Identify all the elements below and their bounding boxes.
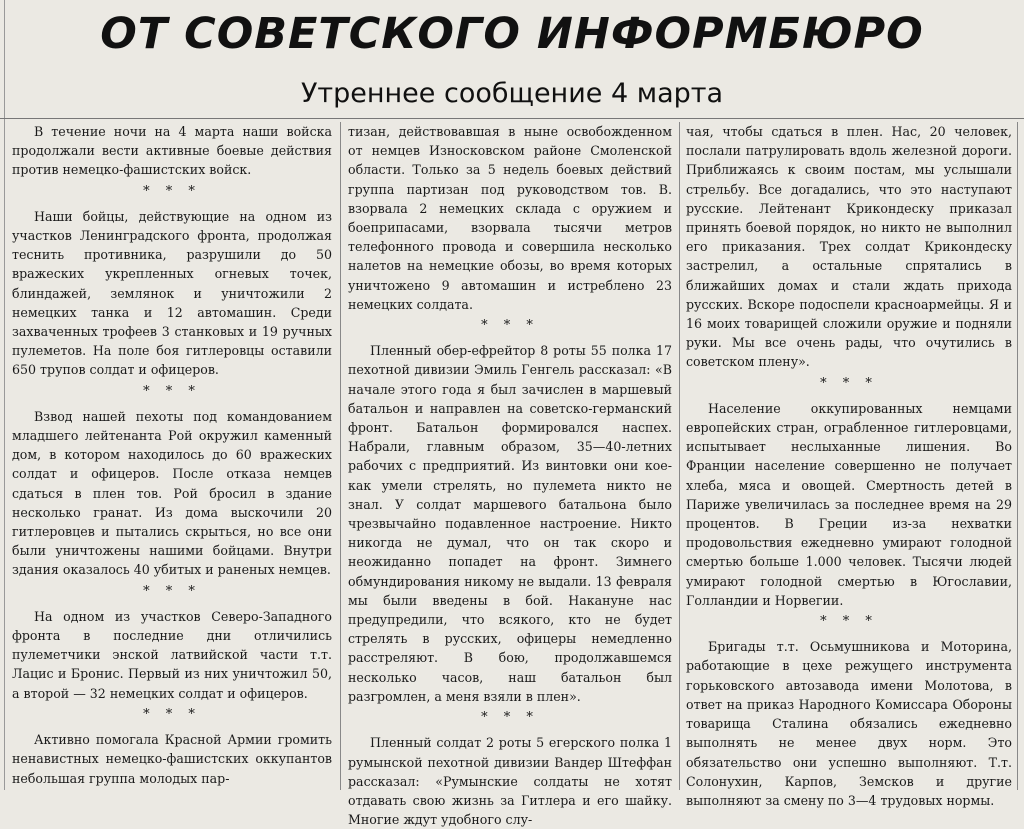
masthead-title: ОТ СОВЕТСКОГО ИНФОРМБЮРО (100, 9, 924, 59)
section-separator: * * * (820, 375, 878, 391)
article-paragraph: Взвод нашей пехоты под командованием младшего лейтенанта Рой окружил каменный дом, в котором находилось до 60 вражеских солдат и офицеров. После отказа немцев сдаться в плен тов. Рой бросил в здание несколько гранат. Из дома выскочили 20 гитлеровцев и пытались скрыться, но все они были уничтожены нашими бойцами. Внутри здания оказалось 40 убитых и раненых немцев. (12, 408, 332, 578)
article-paragraph-continued: чая, чтобы сдаться в плен. Нас, 20 человек, послали патрулировать вдоль железной дороги. Приближаясь к своим постам, мы услышали стрельбу. Все догадались, что это наступают русские. Лейтенант Крикондеску приказал принять боевой порядок, но никто не выполнил его приказания. Трех солдат Крикондеску застрелил, а остальные спрятались в ближайших домах и стали ждать прихода русских. Вскоре подоспели красноармейцы. Я и 16 моих товарищей сложили оружие и подняли руки. Мы все очень рады, что очутились в советском плену». (686, 124, 1012, 370)
article-paragraph-continued: тизан, действовавшая в ныне освобожденном от немцев Износковском районе Смоленской области. Только за 5 недель боевых действий группа партизан под руководством тов. В. взорвала 2 немецких склада с оружием и боеприпасами, взорвала тысячи метров телефонного провода и совершила несколько налетов на немецкие обозы, во время которых уничтожено 9 автомашин и истреблено 23 немецких солдата. (348, 124, 672, 312)
section-separator: * * * (143, 383, 201, 399)
column-divider (1017, 122, 1018, 790)
article-paragraph: Пленный солдат 2 роты 5 егерского полка 1 румынской пехотной дивизии Вандер Штеффан рассказал: «Румынские солдаты не хотят отдавать свою жизнь за Гитлера и его шайку. Многие ждут удобного слу- (348, 735, 672, 828)
article-paragraph: Бригады т.т. Осьмушникова и Моторина, работающие в цехе режущего инструмента горьковского автозавода имени Молотова, в ответ на приказ Народного Комиссара Обороны товарища Сталина обязались ежедневно выполнять не менее двух норм. Это обязательство они успешно выполняют. Т.т. Солонухин, Карпов, Земсков и другие выполняют за смену по 3—4 трудовых нормы. (686, 639, 1012, 808)
column-divider (679, 122, 680, 790)
article-paragraph: Наши бойцы, действующие на одном из участков Ленинградского фронта, продолжая теснить противника, разрушили до 50 вражеских укрепленных огневых точек, блиндажей, землянок и уничтожили 2 немецких танка и 12 автомашин. Среди захваченных трофеев 3 станковых и 19 ручных пулеметов. На поле боя гитлеровцы оставили 650 трупов солдат и офицеров. (12, 208, 332, 378)
article-paragraph: Население оккупированных немцами европейских стран, ограбленное гитлеровцами, испытывает неслыханные лишения. Во Франции население совершенно не получает хлеба, мяса и овощей. Смертность детей в Париже увеличилась за последнее время на 29 процентов. В Греции из-за нехватки продовольствия ежедневно умирают голодной смертью больше 1.000 человек. Тысячи людей умирают голодной смертью в Югославии, Голландии и Норвегии. (686, 400, 1012, 608)
section-separator: * * * (481, 710, 539, 726)
bulletin-subtitle: Утреннее сообщение 4 марта (300, 78, 724, 109)
article-column-3 (686, 122, 1012, 808)
column-divider (340, 122, 341, 790)
article-paragraph: В течение ночи на 4 марта наши войска продолжали вести активные боевые действия против немецко-фашистских войск. (12, 124, 332, 178)
section-separator: * * * (820, 614, 878, 630)
section-separator: * * * (143, 183, 201, 199)
article-column-1 (12, 122, 332, 790)
article-column-2 (348, 122, 672, 828)
section-separator: * * * (143, 583, 201, 599)
article-paragraph: Пленный обер-ефрейтор 8 роты 55 полка 17 пехотной дивизии Эмиль Генгель рассказал: «В начале этого года я был зачислен в маршевый батальон и направлен на советско-германский фронт. Батальон формировался наспех. Набрали, главным образом, 35—40-летних рабочих с предприятий. Из винтовки они кое-как умели стрелять, но пулемета никто не знал. У солдат маршевого батальона было чрезвычайно подавленное настроение. Никто никогда не думал, что он так скоро и неожиданно попадет на фронт. Зимнего обмундирования никому не выдали. 13 февраля мы были введены в бой. Накануне нас предупредили, что всякого, кто не будет стрелять в русских, офицеры немедленно расстреляют. В бою, продолжавшемся несколько часов, наш батальон был разгромлен, а меня взяли в плен». (348, 343, 672, 704)
header-rule (0, 118, 1024, 119)
section-separator: * * * (481, 318, 539, 334)
section-separator: * * * (143, 706, 201, 722)
article-paragraph: Активно помогала Красной Армии громить ненавистных немецко-фашистских оккупантов небольшая группа молодых пар- (12, 732, 332, 786)
article-paragraph: На одном из участков Северо-Западного фронта в последние дни отличились пулеметчики энской латвийской части т.т. Лацис и Бронис. Первый из них уничтожил 50, а второй — 32 немецких солдат и офицеров. (12, 608, 332, 701)
